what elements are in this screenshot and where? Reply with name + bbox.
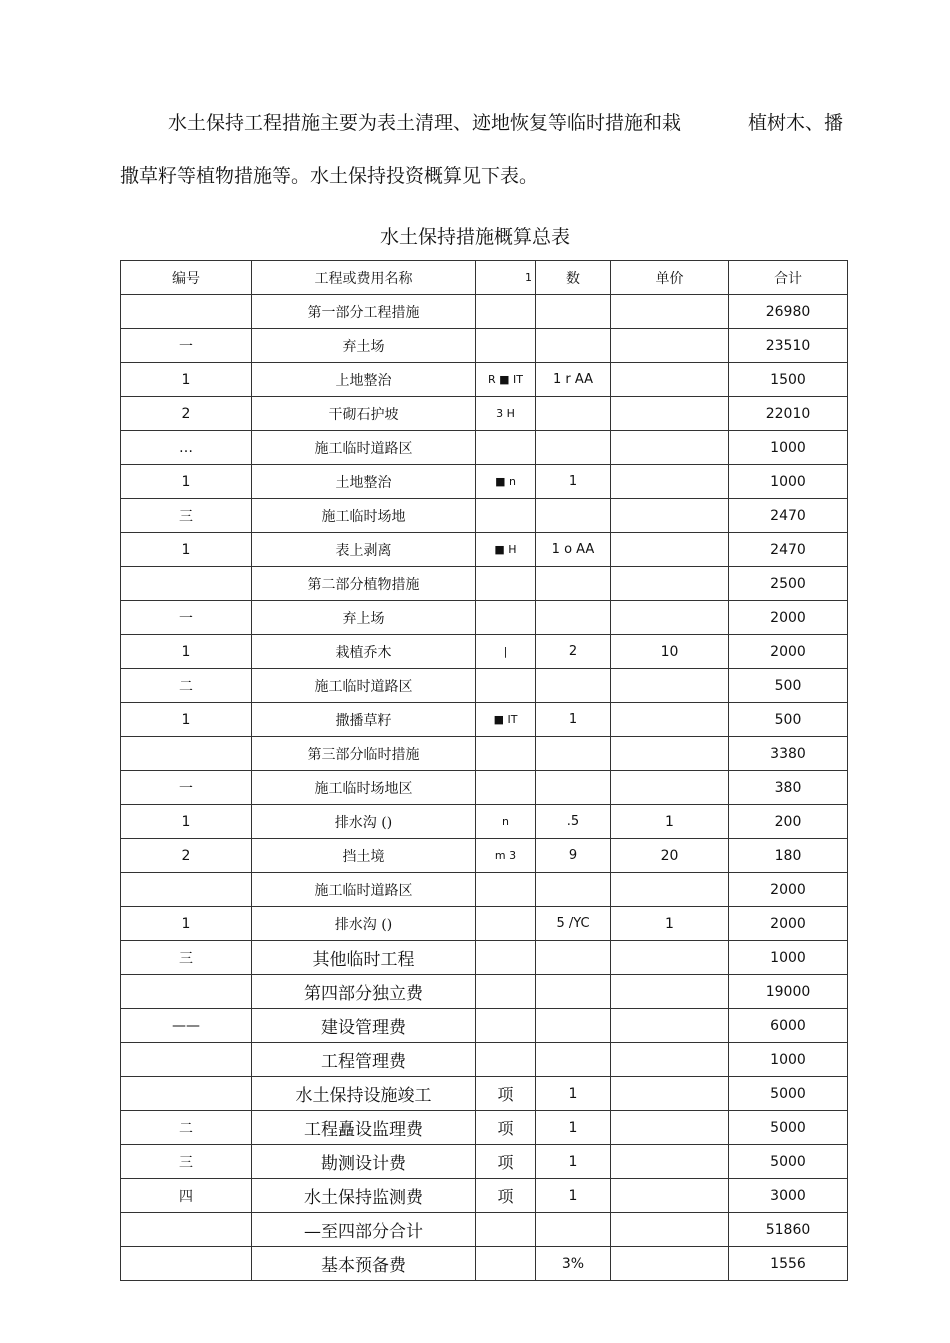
row-unit: 项 — [476, 1077, 536, 1111]
row-unit — [476, 941, 536, 975]
row-qty: 3% — [536, 1247, 611, 1281]
row-no: 1 — [121, 363, 252, 397]
table-row — [121, 1043, 848, 1077]
row-total: 26980 — [729, 295, 848, 329]
row-name: 弃上场 — [252, 601, 476, 635]
row-price — [611, 567, 729, 601]
header-price: 单价 — [611, 261, 729, 295]
row-name: 撒播草籽 — [252, 703, 476, 737]
table-row — [121, 499, 848, 533]
row-no — [121, 1043, 252, 1077]
row-name: 栽植乔木 — [252, 635, 476, 669]
row-unit — [476, 975, 536, 1009]
row-unit — [476, 601, 536, 635]
row-price: 1 — [611, 907, 729, 941]
row-price — [611, 1247, 729, 1281]
row-no: 2 — [121, 839, 252, 873]
row-price — [611, 363, 729, 397]
table-row — [121, 1009, 848, 1043]
table-row — [121, 941, 848, 975]
row-price — [611, 1111, 729, 1145]
table-row — [121, 669, 848, 703]
row-unit: 3 H — [476, 397, 536, 431]
row-name: 弃土场 — [252, 329, 476, 363]
row-name: 水土保持监测费 — [252, 1179, 476, 1213]
row-price — [611, 295, 729, 329]
row-total: 5000 — [729, 1145, 848, 1179]
row-qty: 1 — [536, 465, 611, 499]
row-qty — [536, 601, 611, 635]
row-qty — [536, 329, 611, 363]
row-total: 5000 — [729, 1077, 848, 1111]
row-price — [611, 941, 729, 975]
row-no: 1 — [121, 533, 252, 567]
row-qty — [536, 1009, 611, 1043]
row-total: 500 — [729, 669, 848, 703]
row-no: 1 — [121, 907, 252, 941]
budget-table — [120, 260, 848, 1281]
row-no — [121, 295, 252, 329]
row-qty — [536, 431, 611, 465]
row-qty — [536, 567, 611, 601]
row-no: 三 — [121, 1145, 252, 1179]
table-row — [121, 839, 848, 873]
row-qty — [536, 873, 611, 907]
table-row — [121, 363, 848, 397]
row-total: 1000 — [729, 431, 848, 465]
table-row — [121, 703, 848, 737]
row-qty: .5 — [536, 805, 611, 839]
row-qty: 5 /YC — [536, 907, 611, 941]
row-price — [611, 975, 729, 1009]
row-price — [611, 499, 729, 533]
table-row — [121, 1247, 848, 1281]
row-qty — [536, 941, 611, 975]
header-total: 合计 — [729, 261, 848, 295]
row-name: 施工临时场地 — [252, 499, 476, 533]
row-name: 土地整治 — [252, 465, 476, 499]
row-qty: 1 — [536, 1179, 611, 1213]
row-unit — [476, 431, 536, 465]
row-name: 工程管理费 — [252, 1043, 476, 1077]
row-name: 第一部分工程措施 — [252, 295, 476, 329]
intro-line1-part2: 植树木、播 — [748, 112, 844, 134]
row-qty: 1 — [536, 703, 611, 737]
row-name: 水土保持设施竣工 — [252, 1077, 476, 1111]
row-qty: 1 — [536, 1111, 611, 1145]
row-total: 22010 — [729, 397, 848, 431]
row-no — [121, 873, 252, 907]
table-row — [121, 975, 848, 1009]
row-name: 其他临时工程 — [252, 941, 476, 975]
row-unit — [476, 1247, 536, 1281]
row-unit — [476, 907, 536, 941]
row-qty — [536, 771, 611, 805]
row-no: … — [121, 431, 252, 465]
row-name: 挡土境 — [252, 839, 476, 873]
row-no: 一 — [121, 771, 252, 805]
row-unit — [476, 873, 536, 907]
row-total: 6000 — [729, 1009, 848, 1043]
row-price — [611, 771, 729, 805]
row-no: 1 — [121, 805, 252, 839]
row-name: 建设管理费 — [252, 1009, 476, 1043]
row-total: 1556 — [729, 1247, 848, 1281]
row-no: 二 — [121, 669, 252, 703]
row-total: 51860 — [729, 1213, 848, 1247]
row-total: 2000 — [729, 907, 848, 941]
row-name: 施工临时场地区 — [252, 771, 476, 805]
row-unit — [476, 669, 536, 703]
table-row — [121, 431, 848, 465]
row-name: 表上剥离 — [252, 533, 476, 567]
table-title: 水土保持措施概算总表 — [379, 226, 570, 248]
table-row — [121, 465, 848, 499]
row-name: 上地整治 — [252, 363, 476, 397]
row-total: 3380 — [729, 737, 848, 771]
row-name: 基本预备费 — [252, 1247, 476, 1281]
row-unit — [476, 329, 536, 363]
row-no: 1 — [121, 703, 252, 737]
row-name: 排水沟 () — [252, 805, 476, 839]
row-unit — [476, 737, 536, 771]
table-row — [121, 1179, 848, 1213]
row-no: 1 — [121, 465, 252, 499]
row-no: 一 — [121, 329, 252, 363]
row-price — [611, 1179, 729, 1213]
row-total: 380 — [729, 771, 848, 805]
row-price — [611, 1009, 729, 1043]
row-no: 2 — [121, 397, 252, 431]
row-unit: m 3 — [476, 839, 536, 873]
row-qty: 1 — [536, 1077, 611, 1111]
row-total: 2000 — [729, 635, 848, 669]
row-price — [611, 601, 729, 635]
row-unit — [476, 567, 536, 601]
table-row — [121, 1077, 848, 1111]
table-row — [121, 295, 848, 329]
row-qty — [536, 975, 611, 1009]
row-price: 1 — [611, 805, 729, 839]
row-qty — [536, 295, 611, 329]
row-name: —至四部分合计 — [252, 1213, 476, 1247]
row-unit: 项 — [476, 1179, 536, 1213]
row-price — [611, 1145, 729, 1179]
row-total: 2500 — [729, 567, 848, 601]
row-unit — [476, 771, 536, 805]
row-total: 500 — [729, 703, 848, 737]
row-qty — [536, 737, 611, 771]
row-total: 2470 — [729, 533, 848, 567]
row-total: 2000 — [729, 873, 848, 907]
row-no — [121, 1247, 252, 1281]
row-unit: 项 — [476, 1145, 536, 1179]
row-price — [611, 431, 729, 465]
row-price: 20 — [611, 839, 729, 873]
row-price — [611, 669, 729, 703]
row-price — [611, 1213, 729, 1247]
table-row — [121, 635, 848, 669]
row-name: 排水沟 () — [252, 907, 476, 941]
row-name: 施工临时道路区 — [252, 873, 476, 907]
row-total: 5000 — [729, 1111, 848, 1145]
row-no — [121, 737, 252, 771]
row-qty — [536, 397, 611, 431]
row-qty: 1 o AA — [536, 533, 611, 567]
row-unit — [476, 1213, 536, 1247]
table-row — [121, 533, 848, 567]
row-total: 2470 — [729, 499, 848, 533]
row-price — [611, 397, 729, 431]
row-price: 10 — [611, 635, 729, 669]
row-total: 1000 — [729, 465, 848, 499]
table-row — [121, 1111, 848, 1145]
row-price — [611, 1043, 729, 1077]
row-name: 第四部分独立费 — [252, 975, 476, 1009]
table-row — [121, 907, 848, 941]
table-row — [121, 771, 848, 805]
row-no: 二 — [121, 1111, 252, 1145]
table-row — [121, 329, 848, 363]
row-total: 3000 — [729, 1179, 848, 1213]
table-row — [121, 601, 848, 635]
header-unit: 1 — [476, 261, 536, 295]
row-qty — [536, 499, 611, 533]
row-name: 干砌石护坡 — [252, 397, 476, 431]
row-unit — [476, 295, 536, 329]
row-qty: 1 r AA — [536, 363, 611, 397]
row-price — [611, 329, 729, 363]
row-unit: | — [476, 635, 536, 669]
table-row — [121, 397, 848, 431]
row-total: 23510 — [729, 329, 848, 363]
table-row — [121, 873, 848, 907]
row-qty — [536, 669, 611, 703]
row-price — [611, 465, 729, 499]
row-name: 第二部分植物措施 — [252, 567, 476, 601]
row-no: 一 — [121, 601, 252, 635]
row-price — [611, 1077, 729, 1111]
row-unit: 项 — [476, 1111, 536, 1145]
row-unit — [476, 499, 536, 533]
row-unit: n — [476, 805, 536, 839]
intro-line1-part1: 水土保持工程措施主要为表土清理、迹地恢复等临时措施和栽 — [168, 112, 682, 134]
row-price — [611, 873, 729, 907]
row-unit: ■ n — [476, 465, 536, 499]
header-qty: 数 — [536, 261, 611, 295]
row-no — [121, 567, 252, 601]
table-header-row — [121, 261, 848, 295]
row-qty — [536, 1213, 611, 1247]
row-name: 工程矗设监理费 — [252, 1111, 476, 1145]
table-row — [121, 737, 848, 771]
row-total: 2000 — [729, 601, 848, 635]
row-qty — [536, 1043, 611, 1077]
row-name: 施工临时道路区 — [252, 669, 476, 703]
row-price — [611, 533, 729, 567]
header-no: 编号 — [121, 261, 252, 295]
row-unit — [476, 1043, 536, 1077]
row-no: —— — [121, 1009, 252, 1043]
row-total: 180 — [729, 839, 848, 873]
row-no: 三 — [121, 941, 252, 975]
row-no: 三 — [121, 499, 252, 533]
row-no: 四 — [121, 1179, 252, 1213]
table-row — [121, 1145, 848, 1179]
row-no — [121, 1213, 252, 1247]
row-total: 19000 — [729, 975, 848, 1009]
table-row — [121, 567, 848, 601]
row-no: 1 — [121, 635, 252, 669]
row-total: 200 — [729, 805, 848, 839]
row-total: 1000 — [729, 1043, 848, 1077]
row-total: 1000 — [729, 941, 848, 975]
row-unit: ■ IT — [476, 703, 536, 737]
row-price — [611, 703, 729, 737]
row-total: 1500 — [729, 363, 848, 397]
row-name: 勘测设计费 — [252, 1145, 476, 1179]
intro-line2: 撒草籽等植物措施等。水土保持投资概算见下表。 — [120, 165, 539, 187]
row-unit: R ■ IT — [476, 363, 536, 397]
table-row — [121, 805, 848, 839]
table-row — [121, 1213, 848, 1247]
header-name: 工程或费用名称 — [252, 261, 476, 295]
row-price — [611, 737, 729, 771]
row-qty: 2 — [536, 635, 611, 669]
row-qty: 9 — [536, 839, 611, 873]
row-qty: 1 — [536, 1145, 611, 1179]
row-unit — [476, 1009, 536, 1043]
row-no — [121, 1077, 252, 1111]
row-no — [121, 975, 252, 1009]
row-unit: ■ H — [476, 533, 536, 567]
row-name: 施工临时道路区 — [252, 431, 476, 465]
row-name: 第三部分临时措施 — [252, 737, 476, 771]
